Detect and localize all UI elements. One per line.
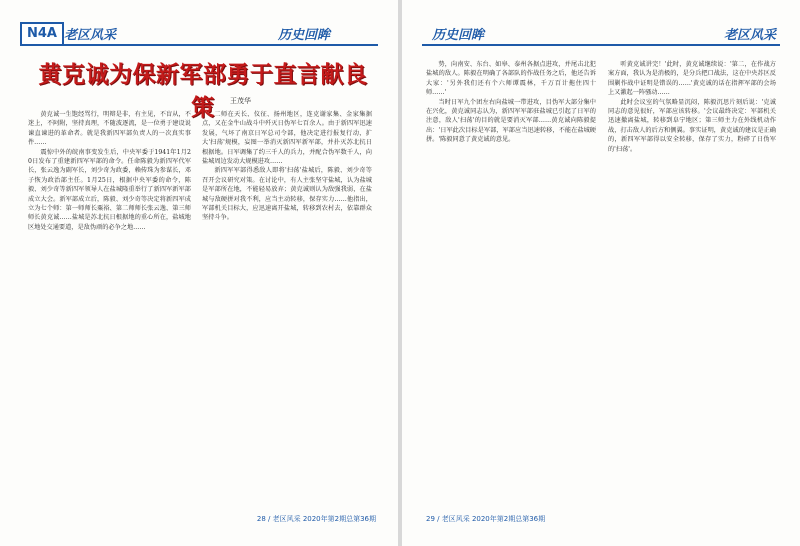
paragraph: 二师在天长、仪征、扬州地区，连克谢家集、金家集据点，又在金牛山战斗中歼灭日伪军七百余人。由于新四军迅速发展，气坏了南京日军总司令部，他决定进行报复行动，扩大'扫荡'规模，妄图一举消灭新四军新军部，并扑灭苏北抗日根据地。日军调集了约三千人的兵力，并配合伪军数千人，向盐城周边发动大规模进攻…… (202, 111, 372, 166)
paragraph: 当时日军九个团左右向盐城一带进攻，目伪军大部分集中在兴化，黄克诚同志认为，新四军军部驻盐城已引起了日军的注意，敌人'扫荡'的目的就是要消灭军部……黄克诚向陈毅提出：'日军此次目标是军部，军部应当迅速转移，不能在盐城硬拼。'陈毅同意了黄克诚的意见。 (426, 98, 596, 144)
right-page (402, 0, 800, 546)
left-page (0, 0, 398, 546)
left-column-1 (28, 110, 191, 510)
column-name: 历史回眸 (277, 28, 330, 43)
brand-logo: 老区风采 (723, 28, 776, 43)
paragraph: 听黄克诚讲完！'此时，黄克诚继续说：'第二，在作战方案方面，我认为是消极的，是分兵把口战法，这在中央苏区反围剿作战中证明是错误的……'黄克诚的话在指挥军部的会场上又激起一阵骚动…… (608, 61, 776, 97)
paragraph: 势，向南安、东台、如皋、泰州各据点进攻，并尾击北犯盐城的敌人。陈毅在明确了各部队的作战任务之后，他还告诉大家：'另外我们还有个六师谭震林，千万百计拖住四十师……' (426, 61, 596, 97)
left-header (20, 22, 378, 46)
page-footer: 28 / 老区风采 2020年第2期总第36期 (256, 515, 376, 523)
right-header (422, 22, 780, 46)
n4a-badge: N4A (20, 22, 64, 46)
brand-logo: 老区风采 (64, 28, 117, 43)
paragraph: 此时会议室的气氛略显沉闷，陈毅沉思片刻后说：'克诚同志的意见很好，军部应该转移。'会议最终决定：军部机关迅速撤离盐城，转移到阜宁地区；第三师主力在外线机动作战，打击敌人的后方和侧翼。事实证明，黄克诚的建议是正确的，新四军军部得以安全转移，保存了实力，粉碎了日伪军的'扫荡'。 (608, 98, 776, 153)
article-title: 黄克诚为保新军部勇于直言献良策 (38, 62, 368, 121)
paragraph: 黄克诚一生饱经骂行，明辩是非，有主见，不盲从，不迷上，不阿附，坚持真理，不随波逐流，是一位勇于建设说谏直谏进的革命者。就是我新四军部负责人的一次真实事件…… (28, 111, 191, 147)
paragraph: 震惊中外的皖南事变发生后，中央军委于1941年1月20日发布了重建新四军军部的命令。任命陈毅为新四军代军长，张云逸为副军长，刘少奇为政委，赖传珠为参谋长，邓子恢为政治部主任。1月25日，根据中央军委的命令，陈毅、刘少奇等新四军领导人在盐城隆重举行了新四军新军部成立大会。新军部成立后，陈毅、刘少奇等决定将新四军成立为七个师：第一师师长粟裕、第二师师长张云逸、第三师师长黄克诚……盐城是苏北抗日根据地的重心所在，盐城地区地处交通要道，是敌伪顽的必争之地…… (28, 148, 191, 231)
column-name: 历史回眸 (432, 28, 485, 43)
right-column-1 (426, 60, 596, 512)
page-footer: 29 / 老区风采 2020年第2期总第36期 (426, 515, 546, 523)
paragraph: 新四军军部得悉敌人即将'扫荡'盐城后，陈毅、刘少奇等召开会议研究对策。在讨论中，有人主张坚守盐城，认为盐城是军部所在地，不能轻易放弃；黄克诚则认为敌强我弱，在盐城与敌硬拼对我不利，应当主动转移，保存实力……他指出，军部机关目标大，应迅速离开盐城，转移到农村去，依靠群众坚持斗争。 (202, 167, 372, 222)
article-author: 王茂华 (230, 97, 251, 105)
left-column-2 (202, 110, 372, 510)
right-column-2 (608, 60, 776, 512)
